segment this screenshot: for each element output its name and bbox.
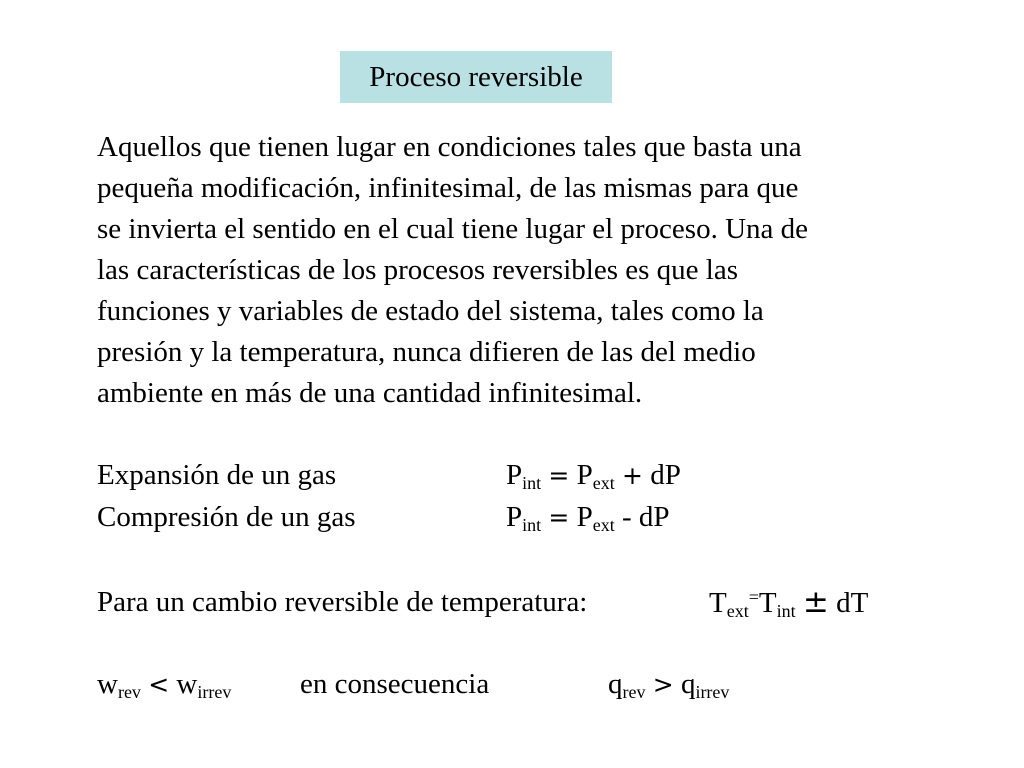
temperature-label: Para un cambio reversible de temperatura:: [97, 586, 588, 618]
slide-title-text: Proceso reversible: [369, 60, 583, 93]
temperature-equation: [709, 582, 868, 623]
subscript-ext: ext: [592, 473, 615, 493]
heat-symbol: q: [680, 668, 696, 700]
compression-row: [97, 497, 957, 537]
subscript-rev: rev: [622, 682, 646, 702]
paragraph-line: funciones y variables de estado del sistema, tales como la: [97, 295, 764, 327]
work-comparison: [97, 664, 231, 705]
subscript-int: int: [522, 515, 542, 535]
differential-pressure: dP: [638, 501, 670, 533]
temperature-row: [97, 582, 957, 622]
expansion-equation: [506, 455, 681, 496]
paragraph-line: presión y la temperatura, nunca difieren de las del medio: [97, 336, 756, 368]
slide-title: [340, 51, 612, 103]
temperature-symbol: T: [709, 587, 727, 619]
differential-pressure: dP: [650, 459, 681, 491]
less-than-sign: <: [148, 670, 170, 699]
minus-sign: -: [622, 501, 632, 533]
compression-equation: [506, 497, 670, 538]
expansion-label: Expansión de un gas: [97, 459, 337, 491]
temperature-symbol: T: [758, 587, 777, 619]
subscript-ext: ext: [592, 515, 615, 535]
subscript-irrev: irrev: [197, 682, 232, 702]
compression-label: Compresión de un gas: [97, 501, 356, 533]
subscript-rev: rev: [117, 682, 141, 702]
paragraph-line: pequeña modificación, infinitesimal, de las mismas para que: [97, 172, 799, 204]
work-symbol: w: [176, 668, 198, 700]
pressure-symbol: P: [506, 501, 523, 533]
equals-sign: =: [548, 503, 570, 532]
subscript-int: int: [776, 601, 796, 621]
greater-than-sign: >: [652, 670, 674, 699]
differential-temperature: dT: [836, 587, 869, 619]
work-symbol: w: [97, 668, 118, 700]
consequence-text: en consecuencia: [300, 668, 490, 700]
pressure-symbol: P: [506, 459, 523, 491]
heat-symbol: q: [608, 668, 623, 700]
heat-comparison: [608, 664, 729, 705]
equals-sign: =: [548, 461, 570, 490]
pressure-symbol: P: [576, 501, 593, 533]
plus-minus-sign: ±: [802, 584, 829, 620]
equals-sign: =: [748, 587, 759, 607]
expansion-row: [97, 455, 957, 495]
pressure-symbol: P: [576, 459, 593, 491]
paragraph-line: las características de los procesos reversibles es que las: [97, 254, 738, 286]
paragraph-line: Aquellos que tienen lugar en condiciones tales que basta una: [97, 131, 802, 163]
paragraph-line: se invierta el sentido en el cual tiene lugar el proceso. Una de: [97, 213, 809, 245]
plus-sign: +: [622, 461, 643, 490]
paragraph-line: ambiente en más de una cantidad infinitesimal.: [97, 377, 643, 409]
subscript-irrev: irrev: [695, 682, 730, 702]
subscript-ext: ext: [726, 601, 749, 621]
definition-paragraph: [97, 127, 957, 414]
work-heat-row: [97, 664, 957, 704]
subscript-int: int: [522, 473, 542, 493]
